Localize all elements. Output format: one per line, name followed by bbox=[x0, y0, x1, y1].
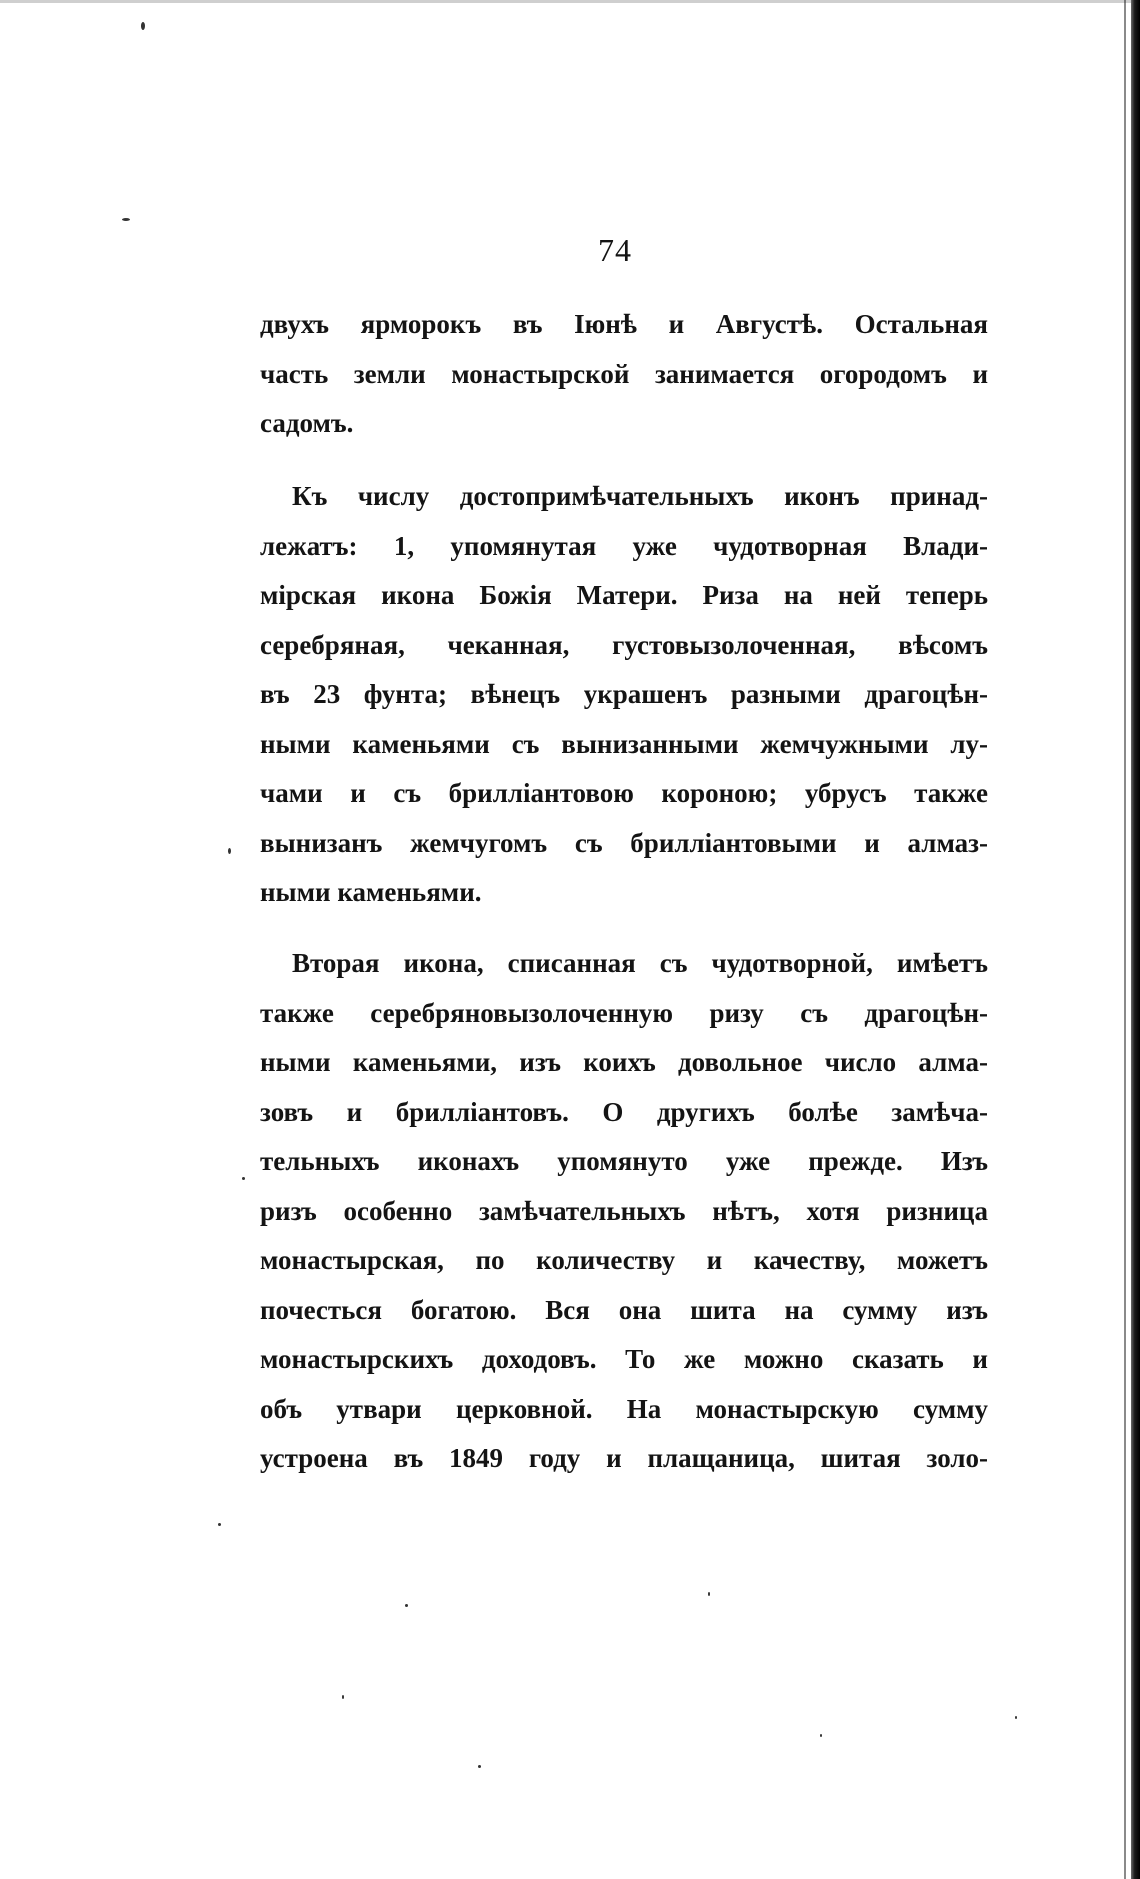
text-line: объ утвари церковной. На монастырскую сумму bbox=[260, 1393, 988, 1424]
text-line: зовъ и бриллiантовъ. О другихъ болѣе замѣча- bbox=[260, 1096, 988, 1127]
scan-speck bbox=[342, 1695, 344, 1699]
text-line: двухъ ярморокъ въ Іюнѣ и Августѣ. Остальная bbox=[260, 309, 988, 339]
scan-speck bbox=[820, 1734, 822, 1737]
scan-right-edge-line bbox=[1124, 0, 1126, 1879]
scan-speck bbox=[218, 1523, 221, 1526]
scan-speck bbox=[708, 1592, 710, 1596]
scan-speck bbox=[1015, 1716, 1017, 1719]
scan-speck bbox=[122, 218, 130, 221]
text-line: тельныхъ иконахъ упомянуто уже прежде. Изъ bbox=[260, 1146, 988, 1176]
text-line: ризъ особенно замѣчательныхъ нѣтъ, хотя ризница bbox=[260, 1195, 988, 1226]
scan-top-edge bbox=[0, 0, 1140, 3]
text-line: въ 23 фунта; вѣнецъ украшенъ разными драгоцѣн- bbox=[260, 679, 988, 709]
text-line: почесться богатою. Вся она шита на сумму изъ bbox=[260, 1294, 988, 1325]
text-line: серебряная, чеканная, густовызолоченная, вѣсомъ bbox=[260, 629, 988, 660]
text-line: монастырская, по количеству и качеству, можетъ bbox=[260, 1245, 988, 1275]
text-line: Вторая икона, списанная съ чудотворной, имѣетъ bbox=[292, 948, 988, 978]
paragraph bbox=[260, 472, 988, 918]
text-line: часть земли монастырской занимается огородомъ и bbox=[260, 358, 988, 389]
text-line: ными каменьями. bbox=[260, 877, 482, 907]
text-line: также серебряновызолоченную ризу съ драгоцѣн- bbox=[260, 997, 988, 1028]
text-line: монастырскихъ доходовъ. То же можно сказать и bbox=[260, 1344, 988, 1374]
text-line: вынизанъ жемчугомъ съ бриллiантовыми и алмаз- bbox=[260, 827, 988, 858]
text-line: ными каменьями съ вынизанными жемчужными лу- bbox=[260, 728, 988, 759]
scan-speck bbox=[228, 848, 231, 854]
page-number: 74 bbox=[598, 232, 632, 268]
text-line: ными каменьями, изъ коихъ довольное число алма- bbox=[260, 1047, 988, 1077]
paragraph bbox=[260, 300, 988, 449]
text-line: лежатъ: 1, упомянутая уже чудотворная Влади- bbox=[260, 530, 988, 561]
text-line: чами и съ бриллiантовою короною; убрусъ также bbox=[260, 778, 988, 808]
scan-speck bbox=[478, 1765, 481, 1768]
scan-speck bbox=[242, 1177, 245, 1180]
text-line: мірская икона Божія Матери. Риза на ней теперь bbox=[260, 580, 988, 610]
scan-speck bbox=[405, 1604, 408, 1607]
text-line: устроена въ 1849 году и плащаница, шитая золо- bbox=[260, 1443, 988, 1473]
paragraph bbox=[260, 939, 988, 1484]
scan-speck bbox=[141, 22, 145, 30]
scan-right-edge bbox=[1131, 0, 1140, 1879]
text-line: садомъ. bbox=[260, 408, 354, 438]
text-line: Къ числу достопримѣчательныхъ иконъ принад- bbox=[292, 481, 988, 511]
